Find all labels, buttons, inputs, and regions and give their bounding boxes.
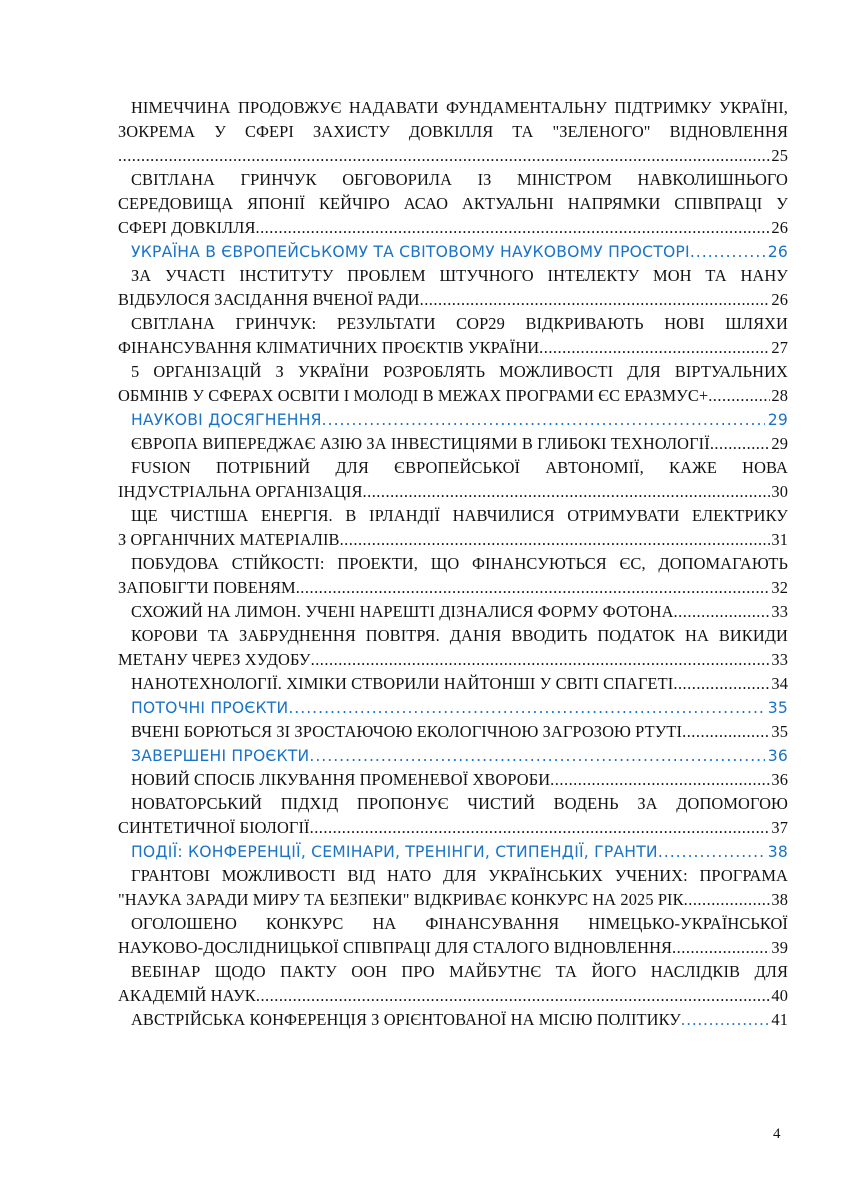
- toc-page-number: 38: [771, 890, 788, 909]
- toc-leader-line: [118, 576, 788, 600]
- toc-entry[interactable]: [118, 768, 788, 792]
- toc-page-number: 40: [771, 986, 788, 1005]
- toc-entry[interactable]: [118, 792, 788, 840]
- toc-leader-line: [118, 384, 788, 408]
- toc-entry-title: НІМЕЧЧИНА ПРОДОВЖУЄ НАДАВАТИ ФУНДАМЕНТАЛЬНУ ПІДТРИМКУ УКРАЇНІ, ЗОКРЕМА У СФЕРІ ЗАХИСТУ ДОВКІЛЛЯ ТА "ЗЕЛЕНОГО" ВІДНОВЛЕННЯ: [118, 98, 788, 141]
- toc-entry-title: FUSION ПОТРІБНИЙ ДЛЯ ЄВРОПЕЙСЬКОЇ АВТОНОМІЇ, КАЖЕ НОВА: [131, 458, 788, 477]
- dot-leader: [539, 336, 770, 360]
- toc-section-heading[interactable]: [118, 408, 788, 432]
- toc-entry-title: ОГОЛОШЕНО КОНКУРС НА ФІНАНСУВАННЯ НІМЕЦЬКО-УКРАЇНСЬКОЇ: [131, 914, 788, 933]
- dot-leader: [684, 888, 771, 912]
- toc-page-number: 35: [767, 699, 788, 717]
- toc-entry[interactable]: [118, 624, 788, 672]
- toc-page-number: 32: [771, 578, 788, 597]
- toc-entry[interactable]: [118, 720, 788, 744]
- toc-page-number: 35: [771, 722, 788, 741]
- dot-leader: [309, 744, 764, 768]
- toc-leader-line: [118, 816, 788, 840]
- dot-leader: [658, 840, 765, 864]
- toc-entry-title: ВЧЕНІ БОРЮТЬСЯ ЗІ ЗРОСТАЮЧОЮ ЕКОЛОГІЧНОЮ ЗАГРОЗОЮ РТУТІ: [131, 722, 683, 741]
- toc-section-title: ПОТОЧНІ ПРОЄКТИ: [131, 699, 289, 717]
- toc-entry-title-tail: ФІНАНСУВАННЯ КЛІМАТИЧНИХ ПРОЄКТІВ УКРАЇНИ: [118, 338, 540, 357]
- toc-entry-title: СВІТЛАНА ГРИНЧУК: РЕЗУЛЬТАТИ COP29 ВІДКРИВАЮТЬ НОВІ ШЛЯХИ: [131, 314, 788, 333]
- toc-page-number: 41: [771, 1010, 788, 1029]
- toc-section-heading[interactable]: [118, 696, 788, 720]
- dot-leader: [288, 696, 764, 720]
- toc-page-number: 37: [771, 818, 788, 837]
- toc-section-title: ЗАВЕРШЕНІ ПРОЄКТИ: [131, 747, 310, 765]
- toc-section-heading[interactable]: [118, 840, 788, 864]
- toc-entry[interactable]: [118, 600, 788, 624]
- toc-entry-title: АВСТРІЙСЬКА КОНФЕРЕНЦІЯ З ОРІЄНТОВАНОЇ НА МІСІЮ ПОЛІТИКУ: [131, 1010, 681, 1029]
- dot-leader: [710, 432, 771, 456]
- toc-entry[interactable]: [118, 864, 788, 912]
- toc-page-number: 33: [771, 602, 788, 621]
- toc-page-number: 29: [767, 411, 788, 429]
- toc-entry-title: ГРАНТОВІ МОЖЛИВОСТІ ВІД НАТО ДЛЯ УКРАЇНСЬКИХ УЧЕНИХ: ПРОГРАМА: [131, 866, 788, 885]
- toc-entry-title-tail: СИНТЕТИЧНОЇ БІОЛОГІЇ: [118, 818, 310, 837]
- toc-page-number: 26: [771, 218, 788, 237]
- toc-section-heading[interactable]: [118, 240, 788, 264]
- toc-page-number: 25: [771, 146, 788, 165]
- dot-leader: [118, 144, 770, 168]
- toc-entry[interactable]: [118, 168, 788, 240]
- toc-page-number: 31: [771, 530, 788, 549]
- toc-entry-title-tail: ЗАПОБІГТИ ПОВЕНЯМ: [118, 578, 296, 597]
- toc-entry[interactable]: [118, 360, 788, 408]
- toc-leader-line: [118, 984, 788, 1008]
- toc-entry-title: ВЕБІНАР ЩОДО ПАКТУ ООН ПРО МАЙБУТНЄ ТА ЙОГО НАСЛІДКІВ ДЛЯ: [131, 962, 788, 981]
- toc-entry-title-tail: ІНДУСТРІАЛЬНА ОРГАНІЗАЦІЯ: [118, 482, 363, 501]
- toc-entry-title: КОРОВИ ТА ЗАБРУДНЕННЯ ПОВІТРЯ. ДАНІЯ ВВОДИТЬ ПОДАТОК НА ВИКИДИ: [131, 626, 788, 645]
- toc-leader-line: [118, 936, 788, 960]
- toc-page-number: 33: [771, 650, 788, 669]
- toc-entry-title-tail: "НАУКА ЗАРАДИ МИРУ ТА БЕЗПЕКИ" ВІДКРИВАЄ КОНКУРС НА 2025 РІК: [118, 890, 684, 909]
- toc-entry[interactable]: [118, 504, 788, 552]
- toc-entry[interactable]: [118, 960, 788, 1008]
- toc-section-heading[interactable]: [118, 744, 788, 768]
- toc-entry[interactable]: [118, 912, 788, 960]
- table-of-contents: [118, 96, 788, 1032]
- toc-leader-line: [118, 144, 788, 168]
- toc-entry-title-tail: СФЕРІ ДОВКІЛЛЯ: [118, 218, 256, 237]
- dot-leader: [255, 216, 770, 240]
- toc-page-number: 26: [771, 290, 788, 309]
- toc-entry-title-tail: НАУКОВО-ДОСЛІДНИЦЬКОЇ СПІВПРАЦІ ДЛЯ СТАЛОГО ВІДНОВЛЕННЯ: [118, 938, 673, 957]
- dot-leader: [310, 816, 771, 840]
- toc-entry-title: НАНОТЕХНОЛОГІЇ. ХІМІКИ СТВОРИЛИ НАЙТОНШІ У СВІТІ СПАГЕТІ: [131, 674, 674, 693]
- dot-leader: [681, 1008, 770, 1032]
- toc-entry-title: ЗА УЧАСТІ ІНСТИТУТУ ПРОБЛЕМ ШТУЧНОГО ІНТЕЛЕКТУ МОН ТА НАНУ: [131, 266, 788, 285]
- toc-leader-line: [118, 216, 788, 240]
- dot-leader: [708, 384, 770, 408]
- toc-entry[interactable]: [118, 264, 788, 312]
- toc-entry-title: НОВАТОРСЬКИЙ ПІДХІД ПРОПОНУЄ ЧИСТИЙ ВОДЕНЬ ЗА ДОПОМОГОЮ: [131, 794, 788, 813]
- dot-leader: [363, 480, 771, 504]
- toc-entry-title-tail: ВІДБУЛОСЯ ЗАСІДАННЯ ВЧЕНОЇ РАДИ: [118, 290, 420, 309]
- toc-leader-line: [118, 648, 788, 672]
- toc-page-number: 30: [771, 482, 788, 501]
- toc-entry-title: ЩЕ ЧИСТІША ЕНЕРГІЯ. В ІРЛАНДІЇ НАВЧИЛИСЯ ОТРИМУВАТИ ЕЛЕКТРИКУ: [131, 506, 788, 525]
- toc-entry-title: ПОБУДОВА СТІЙКОСТІ: ПРОЕКТИ, ЩО ФІНАНСУЮТЬСЯ ЄС, ДОПОМАГАЮТЬ: [131, 554, 788, 573]
- dot-leader: [672, 936, 770, 960]
- toc-page-number: 36: [767, 747, 788, 765]
- toc-entry-title: 5 ОРГАНІЗАЦІЙ З УКРАЇНИ РОЗРОБЛЯТЬ МОЖЛИВОСТІ ДЛЯ ВІРТУАЛЬНИХ: [131, 362, 788, 381]
- toc-entry[interactable]: [118, 456, 788, 504]
- dot-leader: [674, 600, 771, 624]
- toc-leader-line: [118, 480, 788, 504]
- toc-page-number: 27: [771, 338, 788, 357]
- page-number: 4: [773, 1126, 781, 1142]
- toc-section-title: УКРАЇНА В ЄВРОПЕЙСЬКОМУ ТА СВІТОВОМУ НАУКОВОМУ ПРОСТОРІ: [131, 243, 690, 261]
- toc-entry-title-tail: АКАДЕМІЙ НАУК: [118, 986, 256, 1005]
- toc-entry-title-tail: МЕТАНУ ЧЕРЕЗ ХУДОБУ: [118, 650, 311, 669]
- toc-entry-title: СХОЖИЙ НА ЛИМОН. УЧЕНІ НАРЕШТІ ДІЗНАЛИСЯ ФОРМУ ФОТОНА: [131, 602, 674, 621]
- dot-leader: [420, 288, 771, 312]
- dot-leader: [682, 720, 770, 744]
- toc-section-title: НАУКОВІ ДОСЯГНЕННЯ: [131, 411, 322, 429]
- toc-leader-line: [118, 288, 788, 312]
- toc-entry-title: НОВИЙ СПОСІБ ЛІКУВАННЯ ПРОМЕНЕВОЇ ХВОРОБИ: [131, 770, 551, 789]
- toc-page-number: 34: [771, 674, 788, 693]
- dot-leader: [673, 672, 770, 696]
- toc-page-number: 29: [771, 434, 788, 453]
- toc-entry[interactable]: [118, 672, 788, 696]
- toc-section-title: ПОДІЇ: КОНФЕРЕНЦІЇ, СЕМІНАРИ, ТРЕНІНГИ, СТИПЕНДІЇ, ГРАНТИ: [131, 843, 658, 861]
- toc-leader-line: [118, 888, 788, 912]
- toc-entry[interactable]: [118, 1008, 788, 1032]
- toc-page-number: 36: [771, 770, 788, 789]
- toc-page-number: 26: [767, 243, 788, 261]
- dot-leader: [550, 768, 770, 792]
- toc-entry[interactable]: [118, 552, 788, 600]
- toc-entry-title: ЄВРОПА ВИПЕРЕДЖАЄ АЗІЮ ЗА ІНВЕСТИЦІЯМИ В ГЛИБОКІ ТЕХНОЛОГІЇ: [131, 434, 710, 453]
- dot-leader: [322, 408, 765, 432]
- dot-leader: [296, 576, 771, 600]
- dot-leader: [340, 528, 771, 552]
- toc-leader-line: [118, 528, 788, 552]
- toc-page-number: 28: [771, 386, 788, 405]
- toc-entry[interactable]: [118, 432, 788, 456]
- toc-entry[interactable]: [118, 312, 788, 360]
- toc-entry[interactable]: [118, 96, 788, 168]
- toc-entry-title-tail: З ОРГАНІЧНИХ МАТЕРІАЛІВ: [118, 530, 340, 549]
- toc-leader-line: [118, 336, 788, 360]
- dot-leader: [690, 240, 765, 264]
- toc-entry-title-tail: ОБМІНІВ У СФЕРАХ ОСВІТИ І МОЛОДІ В МЕЖАХ ПРОГРАМИ ЄС ЕРАЗМУС+: [118, 386, 709, 405]
- toc-page-number: 39: [771, 938, 788, 957]
- toc-page-number: 38: [767, 843, 788, 861]
- dot-leader: [256, 984, 771, 1008]
- toc-entry-title: СВІТЛАНА ГРИНЧУК ОБГОВОРИЛА ІЗ МІНІСТРОМ НАВКОЛИШНЬОГО СЕРЕДОВИЩА ЯПОНІЇ КЕЙЧІРО АСАО АКТУАЛЬНІ НАПРЯМКИ СПІВПРАЦІ У: [118, 170, 788, 213]
- dot-leader: [311, 648, 771, 672]
